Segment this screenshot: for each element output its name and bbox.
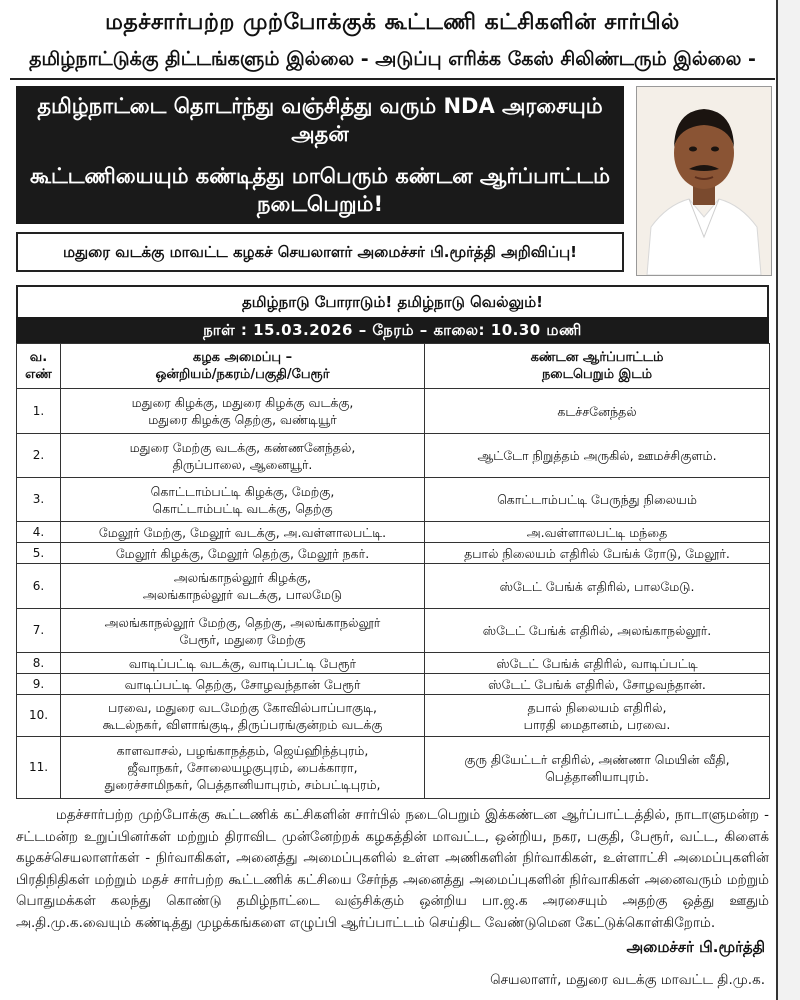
header-venue: கண்டன ஆர்ப்பாட்டம் நடைபெறும் இடம்	[425, 344, 770, 389]
announcement-box: மதுரை வடக்கு மாவட்ட கழகச் செயலாளர் அமைச்சர் பி.மூர்த்தி அறிவிப்பு!	[16, 232, 624, 272]
row-serial: 6.	[17, 564, 61, 609]
row-organization: மதுரை கிழக்கு, மதுரை கிழக்கு வடக்கு, மதுரை கிழக்கு தெற்கு, வண்டியூர்	[61, 389, 425, 434]
table-row	[17, 653, 770, 674]
table-row	[17, 543, 770, 564]
slogan-bar: தமிழ்நாடு போராடும்! தமிழ்நாடு வெல்லும்!	[16, 285, 769, 317]
row-venue: குரு தியேட்டர் எதிரில், அண்ணா மெயின் வீதி, பெத்தானியாபுரம்.	[425, 737, 770, 799]
row-venue: ஸ்டேட் பேங்க் எதிரில், அலங்காநல்லூர்.	[425, 609, 770, 653]
row-venue: ஆட்டோ நிறுத்தம் அருகில், ஊமச்சிகுளம்.	[425, 434, 770, 478]
row-serial: 1.	[17, 389, 61, 434]
top-section	[10, 86, 775, 281]
minister-photo	[636, 86, 772, 276]
table-row	[17, 434, 770, 478]
protest-banner	[16, 86, 624, 224]
row-venue: அ.வள்ளாலபட்டி மந்தை	[425, 522, 770, 543]
row-organization: கொட்டாம்பட்டி கிழக்கு, மேற்கு, கொட்டாம்பட்டி வடக்கு, தெற்கு	[61, 478, 425, 522]
table-row	[17, 609, 770, 653]
appeal-paragraph: மதச்சார்பற்ற முற்போக்கு கூட்டணிக் கட்சிகளின் சார்பில் நடைபெறும் இக்கண்டன ஆர்ப்பாட்டத்தில், நாடாளுமன்ற - சட்டமன்ற உறுப்பினர்கள் மற்றும் திராவிட முன்னேற்றக் கழகத்தின் மாவட்ட, ஒன்றிய, நகர, பகுதி, பேரூர், வட்ட, கிளைக் கழகச்செயலாளர்கள் - நிர்வாகிகள், அனைத்து அமைப்புகளில் உள்ள அணிகளின் நிர்வாகிகள், உள்ளாட்சி அமைப்புகளின் பிரதிநிதிகள் மற்றும் மதச் சார்பற்ற கூட்டணிக் கட்சியை சேர்ந்த அனைத்து அமைப்புகளின் நிர்வாகிகள் அனைவரும் மற்றும் பொதுமக்கள் கலந்து கொண்டு தமிழ்நாட்டை வஞ்சிக்கும் ஒன்றிய பா.ஜ.க அரசையும் அதற்கு ஒத்து ஊதும் அ.தி.மு.க.வையும் கண்டித்து முழக்கங்களை எழுப்பி ஆர்ப்பாட்டம் செய்திட வேண்டுமென கேட்டுக்கொள்கிறோம்.	[16, 807, 769, 931]
table-row	[17, 389, 770, 434]
protest-schedule-table	[16, 343, 770, 799]
row-organization: மதுரை மேற்கு வடக்கு, கண்ணனேந்தல், திருப்பாலை, ஆனையூர்.	[61, 434, 425, 478]
row-organization: அலங்காநல்லூர் கிழக்கு, அலங்காநல்லூர் வடக்கு, பாலமேடு	[61, 564, 425, 609]
row-serial: 9.	[17, 674, 61, 695]
row-organization: வாடிப்பட்டி வடக்கு, வாடிப்பட்டி பேரூர்	[61, 653, 425, 674]
row-serial: 3.	[17, 478, 61, 522]
row-organization: வாடிப்பட்டி தெற்கு, சோழவந்தான் பேரூர்	[61, 674, 425, 695]
row-serial: 8.	[17, 653, 61, 674]
table-row	[17, 674, 770, 695]
row-organization: அலங்காநல்லூர் மேற்கு, தெற்கு, அலங்காநல்லூர் பேரூர், மதுரை மேற்கு	[61, 609, 425, 653]
row-organization: மேலூர் மேற்கு, மேலூர் வடக்கு, அ.வள்ளாலபட்டி.	[61, 522, 425, 543]
header-alliance: மதச்சார்பற்ற முற்போக்குக் கூட்டணி கட்சிகளின் சார்பில்	[105, 10, 680, 35]
signatory-name: அமைச்சர் பி.மூர்த்தி	[626, 938, 765, 956]
table-row	[17, 564, 770, 609]
date-time-bar: நாள் : 15.03.2026 – நேரம் – காலை: 10.30 மணி	[16, 317, 769, 343]
row-venue: ஸ்டேட் பேங்க் எதிரில், பாலமேடு.	[425, 564, 770, 609]
banner-line-2: கூட்டணியையும் கண்டித்து மாபெரும் கண்டன ஆர்ப்பாட்டம் நடைபெறும்!	[29, 164, 611, 216]
row-venue: கடச்சனேந்தல்	[425, 389, 770, 434]
row-serial: 7.	[17, 609, 61, 653]
signatory-designation: செயலாளர், மதுரை வடக்கு மாவட்ட தி.மு.க.	[490, 972, 765, 988]
header-subtitle: தமிழ்நாட்டுக்கு திட்டங்களும் இல்லை - அடுப்பு எரிக்க கேஸ் சிலிண்டரும் இல்லை -	[10, 40, 775, 80]
table-row	[17, 522, 770, 543]
row-serial: 2.	[17, 434, 61, 478]
adjacent-page-edge	[776, 0, 800, 1000]
row-serial: 4.	[17, 522, 61, 543]
row-serial: 11.	[17, 737, 61, 799]
portrait-image	[637, 87, 771, 275]
notice-page	[10, 6, 775, 1000]
table-row	[17, 737, 770, 799]
table-row	[17, 478, 770, 522]
header-organization: கழக அமைப்பு – ஒன்றியம்/நகரம்/பகுதி/பேரூர்	[61, 344, 425, 389]
row-serial: 5.	[17, 543, 61, 564]
row-organization: மேலூர் கிழக்கு, மேலூர் தெற்கு, மேலூர் நகர்.	[61, 543, 425, 564]
row-serial: 10.	[17, 695, 61, 737]
row-venue: கொட்டாம்பட்டி பேருந்து நிலையம்	[425, 478, 770, 522]
header-serial: வ. எண்	[17, 344, 61, 389]
banner-line-1: தமிழ்நாட்டை தொடர்ந்து வஞ்சித்து வரும் NDA அரசையும் அதன்	[37, 94, 603, 146]
row-organization: பரவை, மதுரை வடமேற்கு கோவில்பாப்பாகுடி, கூடல்நகர், விளாங்குடி, திருப்பரங்குன்றம் வடக்கு	[61, 695, 425, 737]
row-organization: காளவாசல், பழங்காநத்தம், ஜெய்ஹிந்த்புரம், ஜீவாநகர், சோலையழகுபுரம், பைக்காரா, துரைச்சாமிநகர், பெத்தானியாபுரம், சம்பட்டிபுரம்,	[61, 737, 425, 799]
row-venue: ஸ்டேட் பேங்க் எதிரில், வாடிப்பட்டி	[425, 653, 770, 674]
row-venue: ஸ்டேட் பேங்க் எதிரில், சோழவந்தான்.	[425, 674, 770, 695]
table-row	[17, 695, 770, 737]
row-venue: தபால் நிலையம் எதிரில், பாரதி மைதானம், பரவை.	[425, 695, 770, 737]
row-venue: தபால் நிலையம் எதிரில் பேங்க் ரோடு, மேலூர்.	[425, 543, 770, 564]
table-header-row	[17, 344, 770, 389]
